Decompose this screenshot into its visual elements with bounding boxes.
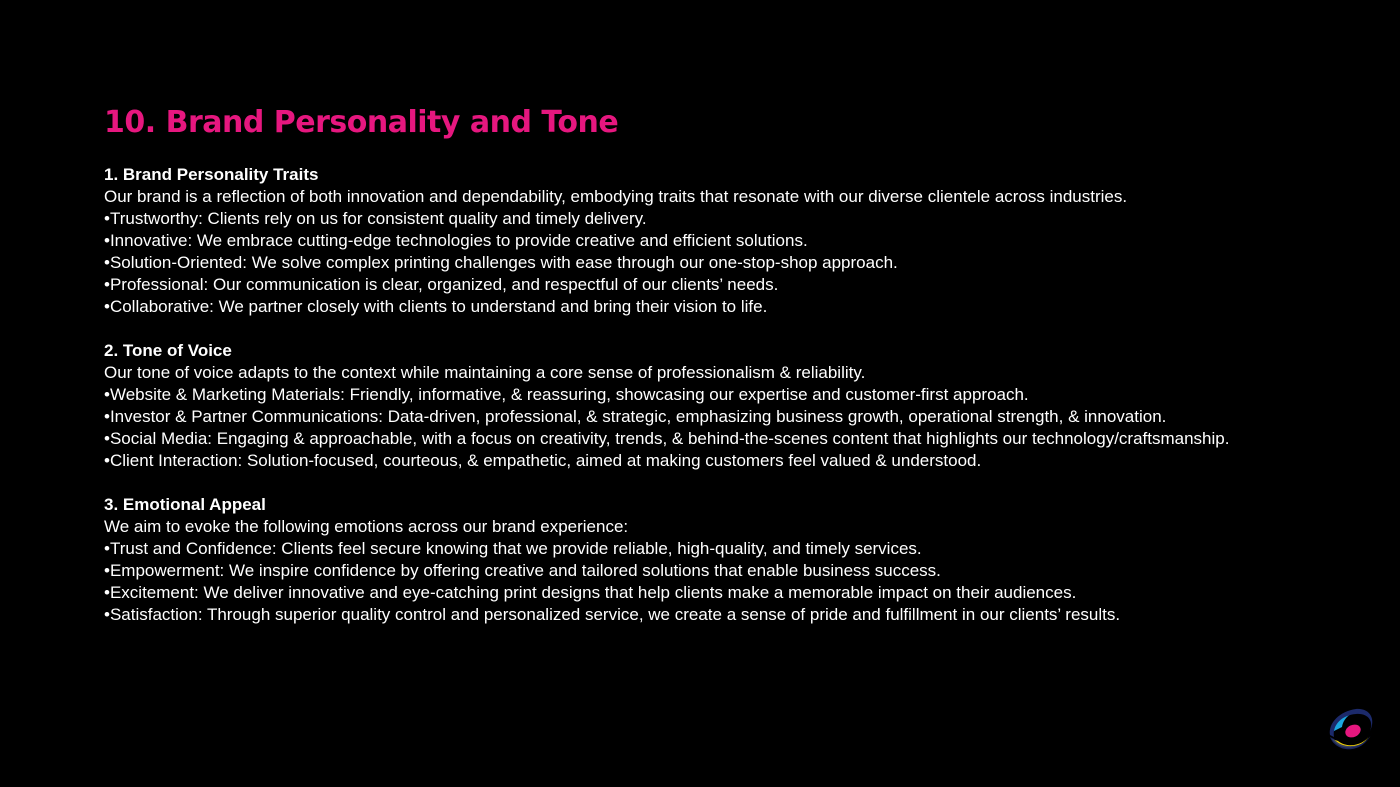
section-heading: 1. Brand Personality Traits [104,165,319,184]
section-personality-traits [104,164,1374,318]
bullet-list [104,208,1374,318]
bullet-item: • Client Interaction: Solution-focused, courteous, & empathetic, aimed at making customers feel valued & understood. [104,450,1374,472]
section-emotional-appeal [104,494,1374,626]
bullet-item: • Satisfaction: Through superior quality control and personalized service, we create a sense of pride and fulfillment in our clients’ results. [104,604,1374,626]
bullet-item: • Collaborative: We partner closely with clients to understand and bring their vision to life. [104,296,1374,318]
bullet-item: • Excitement: We deliver innovative and eye-catching print designs that help clients make a memorable impact on their audiences. [104,582,1374,604]
bullet-item: • Trustworthy: Clients rely on us for consistent quality and timely delivery. [104,208,1374,230]
section-heading: 2. Tone of Voice [104,341,232,360]
sections-container [104,164,1374,626]
bullet-item: • Website & Marketing Materials: Friendly, informative, & reassuring, showcasing our expertise and customer-first approach. [104,384,1374,406]
bullet-item: • Innovative: We embrace cutting-edge technologies to provide creative and efficient solutions. [104,230,1374,252]
section-intro: Our tone of voice adapts to the context while maintaining a core sense of professionalism & reliability. [104,363,866,382]
section-intro: We aim to evoke the following emotions across our brand experience: [104,517,629,536]
bullet-item: • Trust and Confidence: Clients feel secure knowing that we provide reliable, high-quality, and timely services. [104,538,1374,560]
section-heading: 3. Emotional Appeal [104,495,266,514]
bullet-item: • Professional: Our communication is clear, organized, and respectful of our clients’ needs. [104,274,1374,296]
brand-logo-icon [1326,705,1376,753]
bullet-list [104,384,1374,472]
section-tone-of-voice [104,340,1374,472]
page-title: 10. Brand Personality and Tone [104,105,619,140]
bullet-item: • Empowerment: We inspire confidence by offering creative and tailored solutions that enable business success. [104,560,1374,582]
slide-content [104,104,1374,626]
bullet-item: • Investor & Partner Communications: Data-driven, professional, & strategic, emphasizing business growth, operational strength, & innovation. [104,406,1374,428]
section-intro: Our brand is a reflection of both innovation and dependability, embodying traits that resonate with our diverse clientele across industries. [104,187,1128,206]
bullet-list [104,538,1374,626]
bullet-item: • Solution-Oriented: We solve complex printing challenges with ease through our one-stop-shop approach. [104,252,1374,274]
bullet-item: • Social Media: Engaging & approachable, with a focus on creativity, trends, & behind-the-scenes content that highlights our technology/craftsmanship. [104,428,1374,450]
